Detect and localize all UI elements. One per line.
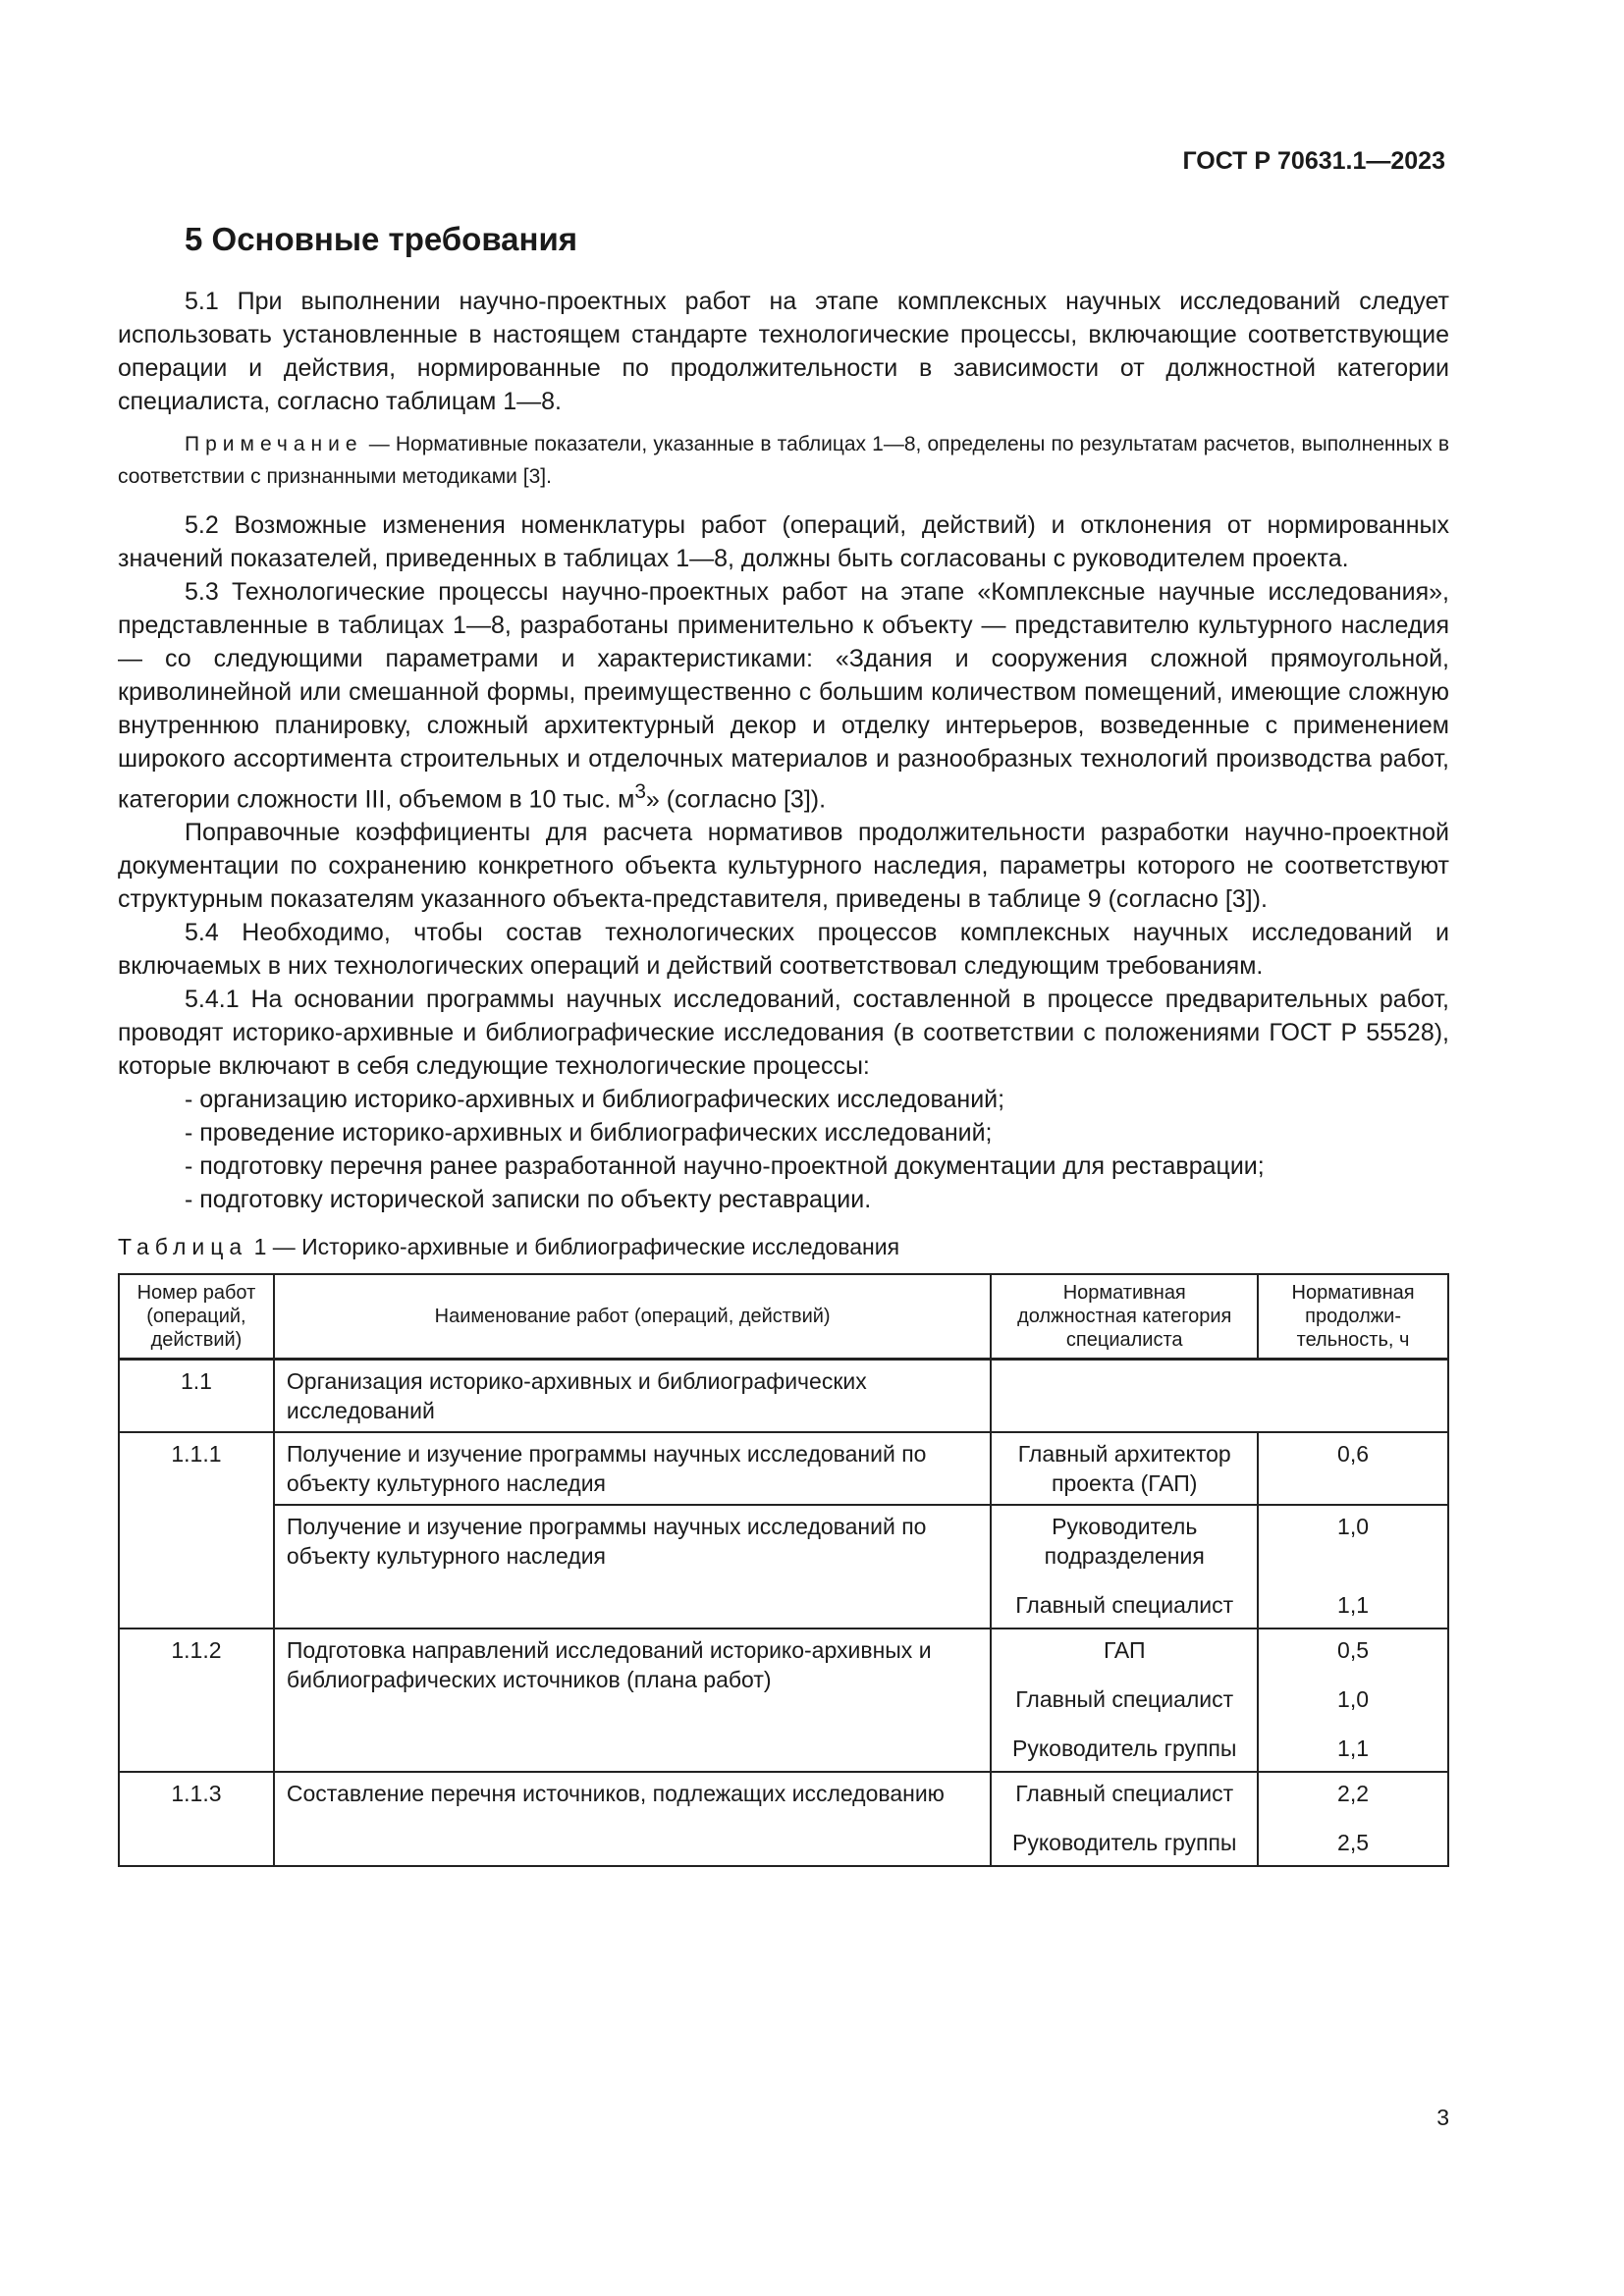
paragraph-5-2: 5.2 Возможные изменения номенклатуры работ (операций, действий) и отклонения от нормированных значений показателей, приведенных в таблицах 1—8, должны быть согласованы с руководителем проекта.	[118, 511, 1449, 572]
cell-duration: 0,5	[1258, 1629, 1448, 1671]
cell-category: Главный архитектор проекта (ГАП)	[991, 1432, 1258, 1505]
cell-category: Главный специалист	[991, 1576, 1258, 1629]
cubic-superscript: 3	[634, 780, 646, 803]
paragraph-coefficients: Поправочные коэффициенты для расчета нормативов продолжительности разработки научно-проектной документации по сохранению конкретного объекта культурного наследия, параметры которого не соответствуют структурным показателям указанного объекта-представителя, приведены в таблице 9 (согласно [3]).	[118, 819, 1449, 914]
column-header-category: Нормативная должностная категория специалиста	[991, 1274, 1258, 1360]
cell-category: Главный специалист	[991, 1671, 1258, 1720]
cell-category: Главный специалист	[991, 1772, 1258, 1814]
table-caption-label: Таблица	[118, 1234, 248, 1260]
table-row	[119, 1629, 1448, 1671]
cell-number: 1.1	[119, 1360, 274, 1433]
column-header-name: Наименование работ (операций, действий)	[274, 1274, 991, 1360]
cell-name: Составление перечня источников, подлежащих исследованию	[274, 1772, 991, 1866]
document-code: ГОСТ Р 70631.1—2023	[1182, 147, 1445, 175]
list-item: - подготовку исторической записки по объекту реставрации.	[185, 1186, 872, 1214]
column-header-number: Номер работ (операций, действий)	[119, 1274, 274, 1360]
section-title: 5 Основные требования	[185, 221, 578, 257]
cell-category: ГАП	[991, 1629, 1258, 1671]
paragraph-5-3	[118, 575, 1449, 816]
body-text	[118, 285, 1449, 1867]
paragraph-5-3-end: » (согласно [3]).	[645, 785, 827, 814]
note-text: — Нормативные показатели, указанные в таблицах 1—8, определены по результатам расчетов, выполненных в соответствии с признанными методиками [3].	[118, 433, 1449, 488]
cell-category: Руководитель подразделения	[991, 1505, 1258, 1576]
cell-duration: 0,6	[1258, 1432, 1448, 1505]
table-caption	[118, 1232, 1449, 1261]
list-item: - подготовку перечня ранее разработанной научно-проектной документации для реставрации;	[185, 1152, 1265, 1181]
list-item: - организацию историко-архивных и библиографических исследований;	[185, 1086, 1005, 1114]
cell-category: Руководитель группы	[991, 1720, 1258, 1772]
cell-duration: 1,1	[1258, 1720, 1448, 1772]
table-row	[119, 1432, 1448, 1505]
paragraph-5-4-1: 5.4.1 На основании программы научных исследований, составленной в процессе предварительных работ, проводят историко-архивные и библиографические исследования (в соответствии с положениями ГОСТ Р 55528), которые включают в себя следующие технологические процессы:	[118, 986, 1449, 1081]
cell-name: Организация историко-архивных и библиографических исследований	[274, 1360, 991, 1433]
cell-duration: 2,5	[1258, 1814, 1448, 1866]
page-number: 3	[1436, 2105, 1449, 2130]
table-row	[119, 1505, 1448, 1576]
note-label: Примечание	[185, 433, 363, 455]
cell-name: Получение и изучение программы научных исследований по объекту культурного наследия	[274, 1432, 991, 1505]
cell-duration: 1,1	[1258, 1576, 1448, 1629]
paragraph-5-1: 5.1 При выполнении научно-проектных работ на этапе комплексных научных исследований следует использовать установленные в настоящем стандарте технологические процессы, включающие соответствующие операции и действия, нормированные по продолжительности в зависимости от должностной категории специалиста, согласно таблицам 1—8.	[118, 288, 1449, 415]
paragraph-5-3-text: 5.3 Технологические процессы научно-проектных работ на этапе «Комплексные научные исследования», представленные в таблицах 1—8, разработаны применительно к объекту — представителю культурного наследия — со следующими параметрами и характеристиками: «Здания и сооружения сложной прямоугольной, криволинейной или смешанной формы, преимущественно с большим количеством помещений, имеющие сложную внутреннюю планировку, сложный архитектурный декор и отделку интерьеров, возведенные с применением широкого ассортимента строительных и отделочных материалов и разнообразных технологий производства работ, категории сложности III, объемом в 10 тыс. м	[118, 578, 1449, 814]
table-caption-text: 1 — Историко-архивные и библиографические исследования	[247, 1234, 900, 1260]
cell-duration: 2,2	[1258, 1772, 1448, 1814]
process-list	[118, 1083, 1449, 1216]
cell-empty	[991, 1360, 1448, 1433]
cell-number: 1.1.3	[119, 1772, 274, 1866]
cell-name: Получение и изучение программы научных исследований по объекту культурного наследия	[274, 1505, 991, 1629]
cell-duration: 1,0	[1258, 1671, 1448, 1720]
table-1	[118, 1273, 1449, 1867]
column-header-duration: Нормативная продолжи-тельность, ч	[1258, 1274, 1448, 1360]
cell-name: Подготовка направлений исследований историко-архивных и библиографических источников (плана работ)	[274, 1629, 991, 1772]
paragraph-5-4: 5.4 Необходимо, чтобы состав технологических процессов комплексных научных исследований и включаемых в них технологических операций и действий соответствовал следующим требованиям.	[118, 919, 1449, 981]
table-row	[119, 1360, 1448, 1433]
cell-number: 1.1.1	[119, 1432, 274, 1629]
cell-number: 1.1.2	[119, 1629, 274, 1772]
cell-category: Руководитель группы	[991, 1814, 1258, 1866]
note	[118, 428, 1449, 493]
table-header-row	[119, 1274, 1448, 1360]
table-row	[119, 1772, 1448, 1814]
list-item: - проведение историко-архивных и библиографических исследований;	[185, 1119, 993, 1148]
cell-duration: 1,0	[1258, 1505, 1448, 1576]
